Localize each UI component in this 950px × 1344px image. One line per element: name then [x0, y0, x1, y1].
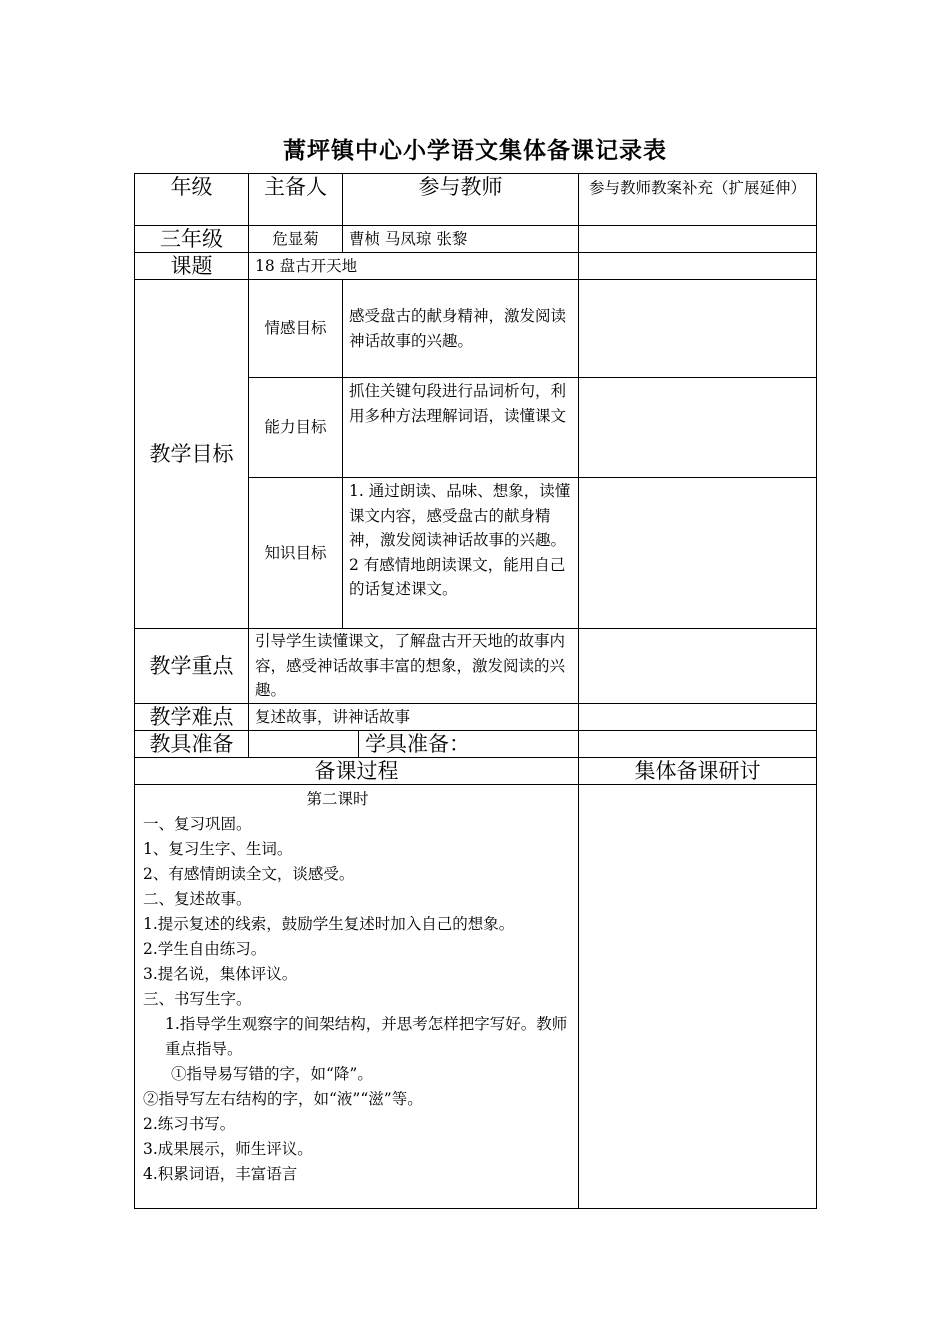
- supplement-cell: [579, 226, 817, 253]
- process-line: 1.提示复述的线索，鼓励学生复述时加入自己的想象。: [143, 915, 515, 933]
- process-line: 1.指导学生观察字的间架结构，并思考怎样把字写好。教师重点指导。: [165, 1015, 568, 1058]
- process-line: 3.提名说，集体评议。: [143, 965, 298, 983]
- process-line: 二、复述故事。: [143, 890, 252, 908]
- discussion-label: 集体备课研讨: [579, 758, 817, 785]
- header-lead: 主备人: [249, 174, 343, 226]
- supplement-cell: [579, 704, 817, 731]
- supplement-cell: [579, 629, 817, 704]
- process-line: 2、有感情朗读全文，谈感受。: [143, 865, 355, 883]
- process-line: 3.成果展示，师生评议。: [143, 1140, 313, 1158]
- focus-text: 引导学生读懂课文，了解盘古开天地的故事内容，感受神话故事丰富的想象，激发阅读的兴趣。: [249, 629, 579, 704]
- process-line: ②指导写左右结构的字，如“液”“滋”等。: [143, 1090, 423, 1108]
- topic-value: 18 盘古开天地: [249, 253, 579, 280]
- supplement-cell: [579, 253, 817, 280]
- goals-label: 教学目标: [135, 280, 249, 629]
- lesson-plan-table: [134, 173, 817, 1209]
- supplement-cell: [579, 280, 817, 378]
- teachers-value: 曹桢 马凤琼 张黎: [343, 226, 579, 253]
- process-line: 2.学生自由练习。: [143, 940, 267, 958]
- lead-value: 危显菊: [249, 226, 343, 253]
- teaching-tools-value: [249, 731, 359, 758]
- knowledge-goal-label: 知识目标: [249, 478, 343, 629]
- topic-label: 课题: [135, 253, 249, 280]
- process-content: [135, 785, 579, 1209]
- difficulty-text: 复述故事，讲神话故事: [249, 704, 579, 731]
- supplement-cell: [579, 378, 817, 478]
- process-line: ①指导易写错的字，如“降”。: [171, 1065, 373, 1083]
- process-line: 1、复习生字、生词。: [143, 840, 293, 858]
- ability-goal-text: 抓住关键句段进行品词析句，利用多种方法理解词语，读懂课文: [343, 378, 579, 478]
- emotion-goal-text: 感受盘古的献身精神，激发阅读神话故事的兴趣。: [343, 280, 579, 378]
- focus-label: 教学重点: [135, 629, 249, 704]
- header-teachers: 参与教师: [343, 174, 579, 226]
- process-line: 一、复习巩固。: [143, 815, 252, 833]
- page-title: 蒿坪镇中心小学语文集体备课记录表: [283, 137, 667, 164]
- knowledge-goal-item-1: 1. 通过朗读、品味、想象，读懂课文内容，感受盘古的献身精神，激发阅读神话故事的兴趣。: [349, 482, 571, 549]
- knowledge-goal-text: [343, 478, 579, 629]
- student-tools-label: 学具准备：: [359, 731, 579, 758]
- supplement-cell: [579, 478, 817, 629]
- knowledge-goal-item-2: 2 有感情地朗读课文，能用自己的话复述课文。: [349, 555, 566, 598]
- ability-goal-label: 能力目标: [249, 378, 343, 478]
- header-grade: 年级: [135, 174, 249, 226]
- supplement-cell: [579, 731, 817, 758]
- process-label: 备课过程: [135, 758, 579, 785]
- discussion-content: [579, 785, 817, 1209]
- process-line: 三、书写生字。: [143, 990, 252, 1008]
- header-supplement: 参与教师教案补充（扩展延伸）: [579, 174, 817, 226]
- process-line: 4.积累词语，丰富语言: [143, 1165, 298, 1183]
- teaching-tools-label: 教具准备: [135, 731, 249, 758]
- difficulty-label: 教学难点: [135, 704, 249, 731]
- session-label: 第二课时: [306, 790, 369, 808]
- grade-value: 三年级: [135, 226, 249, 253]
- process-line: 2.练习书写。: [143, 1115, 236, 1133]
- emotion-goal-label: 情感目标: [249, 280, 343, 378]
